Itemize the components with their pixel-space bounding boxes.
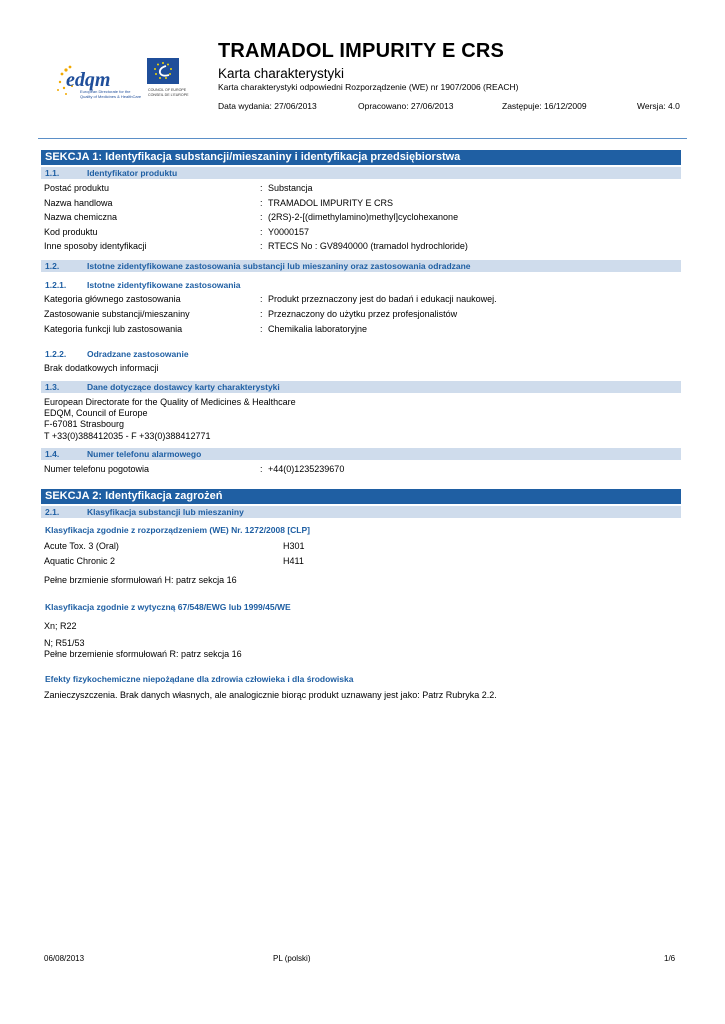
row-colon: : bbox=[260, 309, 263, 319]
r-statements-note: Pełne brzemienie sformułowań R: patrz sekcja 16 bbox=[44, 649, 242, 659]
subsection-label: Klasyfikacja substancji lub mieszaniny bbox=[87, 507, 244, 517]
subsection-1-1 bbox=[41, 167, 681, 179]
document-title: TRAMADOL IMPURITY E CRS bbox=[218, 40, 505, 62]
emergency-colon: : bbox=[260, 464, 263, 474]
coe-fr-label: CONSEIL DE L'EUROPE bbox=[148, 93, 189, 97]
footer-date: 06/08/2013 bbox=[44, 954, 85, 963]
subsection-number: 1.1. bbox=[45, 168, 60, 178]
hazard-class: Acute Tox. 3 (Oral) bbox=[44, 541, 119, 551]
row-colon: : bbox=[260, 294, 263, 304]
edqm-wordmark: edqm bbox=[66, 69, 111, 91]
h-statements-note: Pełne brzmienie sformułowań H: patrz sekcja 16 bbox=[44, 575, 237, 585]
row-colon: : bbox=[260, 324, 263, 334]
section-1-title: SEKCJA 1: Identyfikacja substancji/mieszaniny i identyfikacja przedsiębiorstwa bbox=[41, 150, 681, 165]
row-label: Inne sposoby identyfikacji bbox=[44, 241, 147, 251]
hazard-code: H301 bbox=[283, 541, 305, 551]
header-rule bbox=[38, 138, 687, 139]
subsection-number: 1.3. bbox=[45, 382, 60, 392]
version: Wersja: 4.0 bbox=[637, 101, 680, 111]
row-value: Substancja bbox=[268, 183, 313, 193]
coe-en-label: COUNCIL OF EUROPE bbox=[148, 88, 187, 92]
subsection-label: Dane dotyczące dostawcy karty charakterystyki bbox=[87, 382, 280, 392]
dsd-classification: N; R51/53 bbox=[44, 638, 85, 648]
subsection-number: 1.2.1. bbox=[45, 280, 67, 290]
document-subtitle: Karta charakterystyki bbox=[218, 66, 345, 81]
coe-flag bbox=[147, 58, 179, 84]
row-label: Zastosowanie substancji/mieszaniny bbox=[44, 309, 190, 319]
row-value: RTECS No : GV8940000 (tramadol hydrochloride) bbox=[268, 241, 468, 251]
subsection-1-2 bbox=[41, 260, 681, 272]
footer-page-number: 1/6 bbox=[664, 954, 676, 963]
row-colon: : bbox=[260, 227, 263, 237]
subsection-1-3 bbox=[41, 381, 681, 393]
dsd-heading: Klasyfikacja zgodnie z wytyczną 67/548/EWG lub 1999/45/WE bbox=[45, 602, 291, 612]
subsection-label: Istotne zidentyfikowane zastosowania bbox=[87, 280, 241, 290]
edqm-caption-2: Quality of Medicines & HealthCare bbox=[80, 94, 142, 99]
effects-heading: Efekty fizykochemiczne niepożądane dla zdrowia człowieka i dla środowiska bbox=[45, 674, 354, 684]
subsection-1-4 bbox=[41, 448, 681, 460]
edqm-caption-1: European Directorate for the bbox=[80, 89, 131, 94]
subsection-label: Numer telefonu alarmowego bbox=[87, 449, 202, 459]
subsection-number: 2.1. bbox=[45, 507, 60, 517]
row-colon: : bbox=[260, 212, 263, 222]
row-label: Kategoria głównego zastosowania bbox=[44, 294, 181, 304]
dsd-classification: Xn; R22 bbox=[44, 621, 77, 631]
row-value: (2RS)-2-[(dimethylamino)methyl]cyclohexanone bbox=[268, 212, 459, 222]
no-additional-info: Brak dodatkowych informacji bbox=[44, 363, 159, 373]
subsection-label: Istotne zidentyfikowane zastosowania substancji lub mieszaniny oraz zastosowania odradzane bbox=[87, 261, 471, 271]
regulation-line: Karta charakterystyki odpowiedni Rozporządzenie (WE) nr 1907/2006 (REACH) bbox=[218, 82, 519, 92]
row-label: Kategoria funkcji lub zastosowania bbox=[44, 324, 183, 334]
issue-date: Data wydania: 27/06/2013 bbox=[218, 101, 317, 111]
hazard-class: Aquatic Chronic 2 bbox=[44, 556, 116, 566]
footer-language: PL (polski) bbox=[273, 954, 311, 963]
row-value: Produkt przeznaczony jest do badań i edukacji naukowej. bbox=[268, 294, 497, 304]
row-colon: : bbox=[260, 183, 263, 193]
supplier-line: EDQM, Council of Europe bbox=[44, 408, 148, 418]
subsection-1-2-2 bbox=[45, 349, 445, 361]
subsection-label: Odradzane zastosowanie bbox=[87, 349, 189, 359]
supplier-line: T +33(0)388412035 - F +33(0)388412771 bbox=[44, 431, 211, 441]
row-value: Przeznaczony do użytku przez profesjonalistów bbox=[268, 309, 458, 319]
row-label: Nazwa handlowa bbox=[44, 198, 113, 208]
edqm-logo-graphic bbox=[52, 56, 212, 104]
emergency-label: Numer telefonu pogotowia bbox=[44, 464, 150, 474]
subsection-label: Identyfikator produktu bbox=[87, 168, 178, 178]
clp-heading: Klasyfikacja zgodnie z rozporządzeniem (WE) Nr. 1272/2008 [CLP] bbox=[45, 525, 310, 535]
section-2-title: SEKCJA 2: Identyfikacja zagrożeń bbox=[41, 489, 681, 504]
supplier-line: European Directorate for the Quality of Medicines & Healthcare bbox=[44, 397, 296, 407]
row-label: Postać produktu bbox=[44, 183, 110, 193]
row-value: TRAMADOL IMPURITY E CRS bbox=[268, 198, 394, 208]
row-value: Y0000157 bbox=[268, 227, 310, 237]
hazard-code: H411 bbox=[283, 556, 304, 566]
subsection-number: 1.2. bbox=[45, 261, 60, 271]
subsection-2-1 bbox=[41, 506, 681, 518]
subsection-1-2-1 bbox=[45, 280, 445, 292]
row-value: Chemikalia laboratoryjne bbox=[268, 324, 368, 334]
supplier-line: F-67081 Strasbourg bbox=[44, 419, 125, 429]
subsection-number: 1.4. bbox=[45, 449, 60, 459]
row-label: Kod produktu bbox=[44, 227, 98, 237]
edqm-logo bbox=[52, 56, 212, 104]
row-label: Nazwa chemiczna bbox=[44, 212, 118, 222]
emergency-phone: +44(0)1235239670 bbox=[268, 464, 345, 474]
effects-text: Zanieczyszczenia. Brak danych własnych, ale analogicznie biorąc produkt uznawany jest jako: Patrz Rubryka 2.2. bbox=[44, 690, 497, 700]
subsection-number: 1.2.2. bbox=[45, 349, 67, 359]
supersedes-date: Zastępuje: 16/12/2009 bbox=[502, 101, 587, 111]
row-colon: : bbox=[260, 241, 263, 251]
row-colon: : bbox=[260, 198, 263, 208]
prepared-date: Opracowano: 27/06/2013 bbox=[358, 101, 454, 111]
